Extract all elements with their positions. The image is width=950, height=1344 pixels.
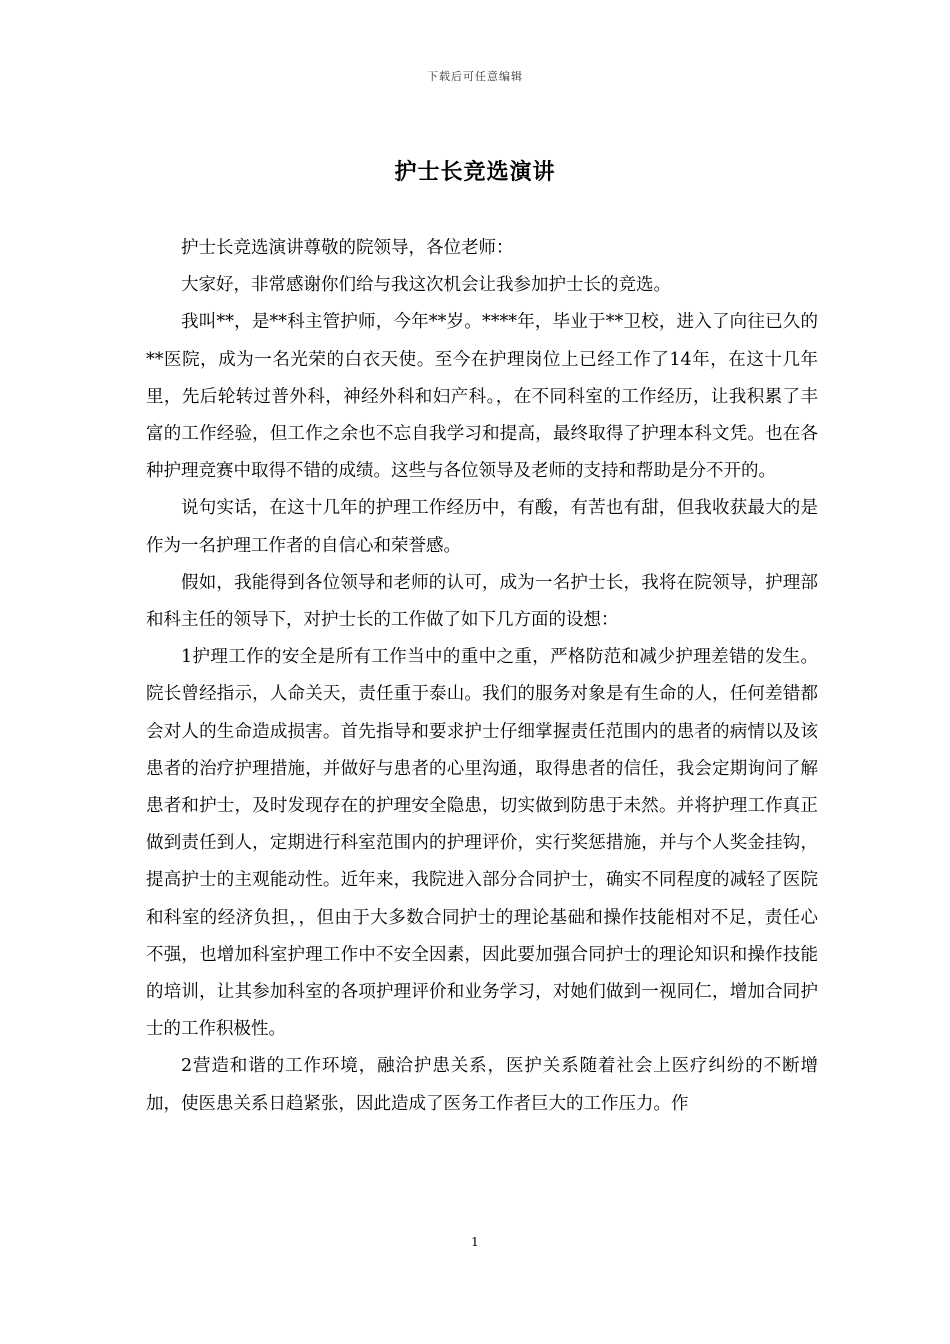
paragraph-plan-intro: 假如，我能得到各位领导和老师的认可，成为一名护士长，我将在院领导，护理部和科主任的领导下，对护士长的工作做了如下几方面的设想： <box>146 572 818 631</box>
header-note: 下载后可任意编辑 <box>427 70 523 83</box>
document-title: 护士长竞选演讲 <box>394 159 556 185</box>
paragraph-point-2: 2营造和谐的工作环境，融洽护患关系，医护关系随着社会上医疗纠纷的不断增加，使医患关系日趋紧张，因此造成了医务工作者巨大的工作压力。作 <box>146 1056 818 1114</box>
paragraph-experience: 说句实话，在这十几年的护理工作经历中，有酸，有苦也有甜，但我收获最大的是作为一名护理工作者的自信心和荣誉感。 <box>146 498 818 556</box>
paragraph-greeting: 大家好，非常感谢你们给与我这次机会让我参加护士长的竞选。 <box>181 275 671 296</box>
paragraph-salutation: 护士长竞选演讲尊敬的院领导，各位老师： <box>181 238 514 258</box>
paragraph-point-1: 1护理工作的安全是所有工作当中的重中之重，严格防范和减少护理差错的发生。院长曾经指示，人命关天，责任重于泰山。我们的服务对象是有生命的人，任何差错都会对人的生命造成损害。首先指导和要求护士仔细掌握责任范围内的患者的病情以及该患者的治疗护理措施，并做好与患者的心里沟通，取得患者的信任，我会定期询问了解患者和护士，及时发现存在的护理安全隐患，切实做到防患于未然。并将护理工作真正做到责任到人，定期进行科室范围内的护理评价，实行奖惩措施，并与个人奖金挂钩，提高护士的主观能动性。近年来，我院进入部分合同护士，确实不同程度的减轻了医院和科室的经济负担，，但由于大多数合同护士的理论基础和操作技能相对不足，责任心不强，也增加科室护理工作中不安全因素，因此要加强合同护士的理论知识和操作技能的培训，让其参加科室的各项护理评价和业务学习，对她们做到一视同仁，增加合同护士的工作积极性。 <box>146 647 818 1040</box>
paragraph-introduction: 我叫**，是**科主管护师，今年**岁。****年，毕业于**卫校，进入了向往已久的**医院，成为一名光荣的白衣天使。至今在护理岗位上已经工作了14年，在这十几年里，先后轮转过普外科，神经外科和妇产科。，在不同科室的工作经历，让我积累了丰富的工作经验，但工作之余也不忘自我学习和提高，最终取得了护理本科文凭。也在各种护理竞赛中取得不错的成绩。这些与各位领导及老师的支持和帮助是分不开的。 <box>146 312 818 482</box>
page-number: 1 <box>471 1235 479 1249</box>
document-body <box>146 230 818 1123</box>
